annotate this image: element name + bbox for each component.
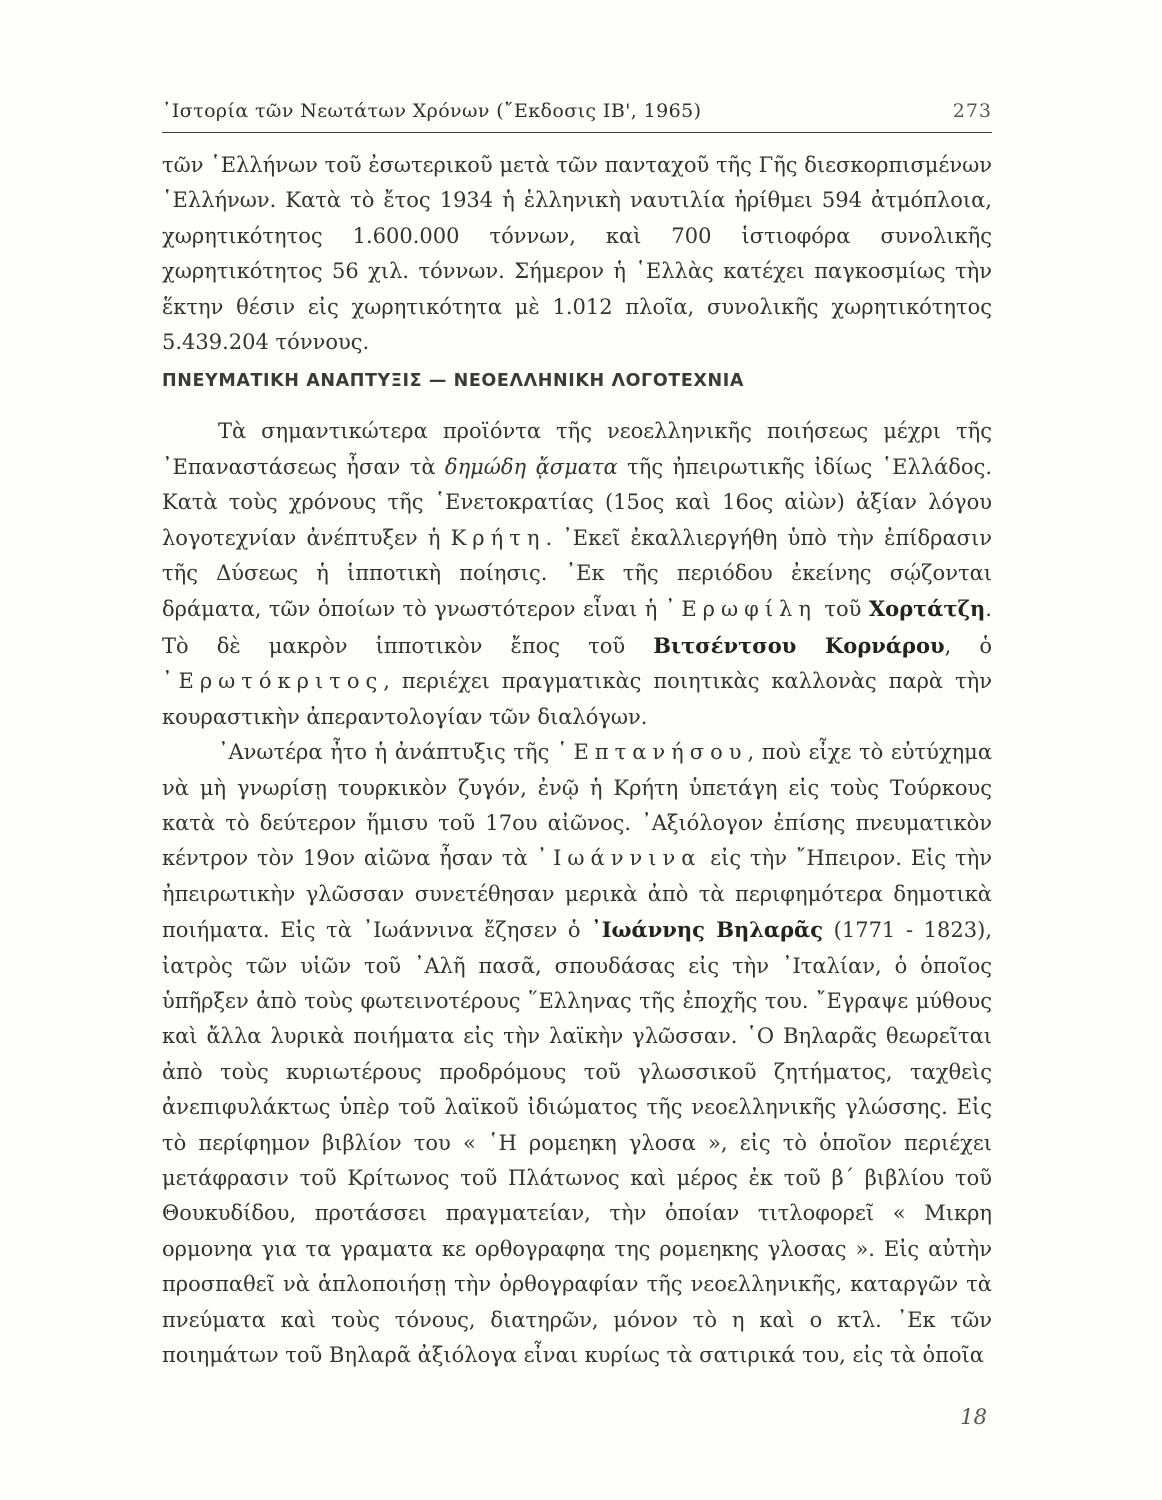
body-text	[162, 148, 992, 1373]
paragraph-poetry	[162, 414, 992, 735]
text-run: τῆς ἠπειρωτικῆς ἰδίως ῾Ελλάδος. Κατὰ τοὺς χρόνους τῆς ῾Ενετοκρατίας (15ος καὶ 16ος αἰὼν) ἀξίαν λόγου λογοτεχνίαν ἀνέπτυξεν ἡ	[162, 454, 992, 550]
spaced-term: ᾿Ερωτόκριτος	[162, 669, 384, 694]
section-heading: ΠΝΕΥΜΑΤΙΚΗ ΑΝΑΠΤΥΞΙΣ — ΝΕΟΕΛΛΗΝΙΚΗ ΛΟΓΟΤΕΧΝΙΑ	[162, 371, 744, 392]
italic-term: δημώδη ᾄσματα	[444, 454, 618, 479]
page-number: 273	[952, 100, 992, 122]
text-run: τοῦ	[816, 597, 869, 622]
text-run: , περιέχει πραγματικὰς ποιητικὰς καλλονὰς παρὰ τὴν κουραστικὴν ἀπεραντολογίαν τῶν διαλόγων.	[162, 669, 992, 729]
text-run: ᾿Ανωτέρα ἦτο ἡ ἀνάπτυξις τῆς	[218, 740, 557, 765]
paragraph-shipping: τῶν ῾Ελλήνων τοῦ ἐσωτερικοῦ μετὰ τῶν πανταχοῦ τῆς Γῆς διεσκορπισμένων ῾Ελλήνων. Κατὰ τὸ ἔτος 1934 ἡ ἑλληνικὴ ναυτιλία ἠρίθμει 594 ἀτμόπλοια, χωρητικότητος 1.600.000 τόννων, καὶ 700 ἱστιοφόρα συνολικῆς χωρητικότητος 56 χιλ. τόννων. Σήμερον ἡ ῾Ελλὰς κατέχει παγκοσμίως τὴν ἕκτην θέσιν εἰς χωρητικότητα μὲ 1.012 πλοῖα, συνολικῆς χωρητικότητος 5.439.204 τόννους.	[162, 153, 992, 355]
bold-name: Χορτάτζη	[868, 596, 986, 622]
spaced-term: Κρήτη	[450, 525, 546, 550]
text-run: . Τὸ δὲ μακρὸν ἱπποτικὸν ἔπος τοῦ	[162, 597, 992, 658]
text-run: Τὰ σημαντικώτερα προϊόντα τῆς νεοελληνικῆς ποιήσεως μέχρι τῆς ᾿Επαναστάσεως ἦσαν τὰ	[162, 419, 992, 479]
text-run: εἰς τὴν ῎Ηπειρον. Εἰς τὴν ἠπειρωτικὴν γλῶσσαν συνετέθησαν μερικὰ ἀπὸ τὰ περιφημότερα δημοτικὰ ποιήματα. Εἰς τὰ ᾿Ιωάννινα ἔζησεν ὁ	[162, 846, 992, 943]
text-run: (1771 - 1823), ἰατρὸς τῶν υἱῶν τοῦ ᾿Αλῆ πασᾶ, σπουδάσας εἰς τὴν ᾿Ιταλίαν, ὁ ὁποῖος ὑπῆρξεν ἀπὸ τοὺς φωτεινοτέρους ῞Ελληνας τῆς ἐποχῆς του. ῎Εγραψε μύθους καὶ ἄλλα λυρικὰ ποιήματα εἰς τὴν λαϊκὴν γλῶσσαν. ῾Ο Βηλαρᾶς θεωρεῖται ἀπὸ τοὺς κυριωτέρους προδρόμους τοῦ γλωσσικοῦ ζητήματος, ταχθεὶς ἀνεπιφυλάκτως ὑπὲρ τοῦ λαϊκοῦ ἰδιώματος τῆς νεοελληνικῆς γλώσσης. Εἰς τὸ περίφημον βιβλίον του « ῾Η ρομεηκη γλοσα », εἰς τὸ ὁποῖον περιέχει μετάφρασιν τοῦ Κρίτωνος τοῦ Πλάτωνος καὶ μέρος ἐκ τοῦ β΄ βιβλίου τοῦ Θουκυδίδου, προτάσσει πραγματείαν, τὴν ὁποίαν τιτλοφορεῖ « Μικρη ορμονηα για τα γραματα κε ορθογραφηα της ρομεηκης γλοσας ». Εἰς αὐτὴν προσπαθεῖ νὰ ἁπλοποιήσῃ τὴν ὀρθογραφίαν τῆς νεοελληνικῆς, καταργῶν τὰ πνεύματα καὶ τοὺς τόνους, διατηρῶν, μόνον τὸ η καὶ ο κτλ. ᾿Εκ τῶν ποιημάτων τοῦ Βηλαρᾶ ἀξιόλογα εἶναι κυρίως τὰ σατιρικά του, εἰς τὰ ὁποῖα	[162, 918, 992, 1367]
spaced-term: ᾿Ερωφίλη	[664, 597, 817, 622]
bold-name: Βιτσέντσου Κορνάρου	[653, 632, 945, 658]
spaced-term: ᾿Ιωάννινα	[536, 846, 702, 871]
bold-name: ᾿Ιωάννης Βηλαρᾶς	[591, 917, 824, 943]
running-header	[162, 100, 992, 133]
text-run: , ὁ	[944, 633, 992, 658]
header-title: ῾Ιστορία τῶν Νεωτάτων Χρόνων (῎Εκδοσις ΙΒ', 1965)	[162, 100, 702, 122]
signature-mark: 18	[960, 1405, 987, 1429]
paragraph-heptanese	[162, 735, 992, 1373]
text-run: , ποὺ εἶχε τὸ εὐτύχημα νὰ μὴ γνωρίσῃ τουρκικὸν ζυγόν, ἐνῷ ἡ Κρήτη ὑπετάγη εἰς τοὺς Τούρκους κατὰ τὸ δεύτερον ἥμισυ τοῦ 17ου αἰῶνος. ᾿Αξιόλογον ἐπίσης πνευματικὸν κέντρον τὸν 19ον αἰῶνα ἦσαν τὰ	[162, 740, 993, 871]
spaced-term: ῾Επτανήσου	[556, 740, 748, 765]
text-run: . ᾿Εκεῖ ἐκαλλιεργήθη ὑπὸ τὴν ἐπίδρασιν τῆς Δύσεως ἡ ἱπποτικὴ ποίησις. ᾿Εκ τῆς περιόδου ἐκείνης σῴζονται δράματα, τῶν ὁποίων τὸ γνωστότερον εἶναι ἡ	[162, 525, 992, 622]
